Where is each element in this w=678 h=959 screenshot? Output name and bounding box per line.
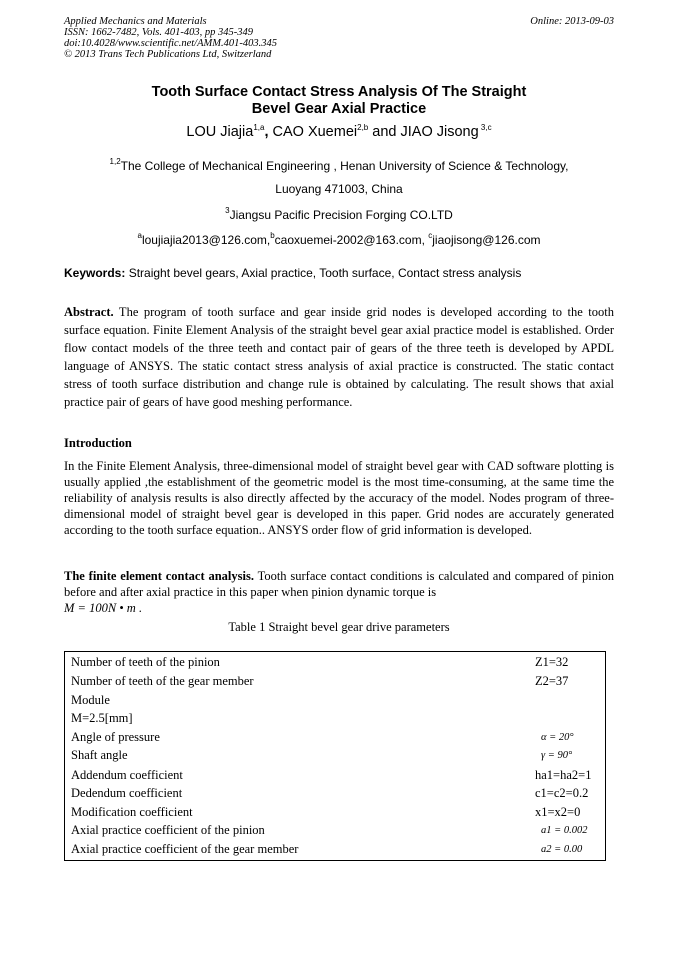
title-line-1: Tooth Surface Contact Stress Analysis Of The Straight [151, 84, 527, 100]
fea-text: Tooth surface contact conditions is calculated and compared of pinion before and after axial practice in this paper when pinion dynamic torque is [64, 569, 614, 599]
table-row [71, 711, 599, 729]
table-row [71, 786, 599, 804]
author-3-sup: 3,c [478, 123, 492, 132]
table-row [71, 693, 599, 711]
row-value: Z1=32 [535, 655, 569, 669]
row-label: Modification coefficient [71, 805, 193, 819]
abstract [64, 303, 614, 411]
row-value: a2 = 0.00 [541, 844, 583, 855]
emails [0, 233, 678, 247]
row-value: γ = 90° [541, 750, 573, 761]
author-sep: , [264, 124, 273, 140]
intro-text: In the Finite Element Analysis, three-dimensional model of straight bevel gear with CAD software plotting is usually applied ,the establishment of the geometric model is the most time-consuming, at the same time the reliability of analysis results is also directly affected by the accuracy of the model. Nodes program of three-dimensional model of straight bevel gear is developed in this paper. Grid nodes are accurately generated according to the tooth surface equation.. ANSYS order flow of grid information is developed. [64, 459, 614, 537]
row-value: ha1=ha2=1 [535, 768, 592, 782]
abstract-label: Abstract. [64, 305, 114, 319]
aff2-text: Jiangsu Pacific Precision Forging CO.LTD [229, 208, 453, 222]
torque-formula: M = 100N • m . [64, 601, 143, 615]
intro-heading: Introduction [64, 436, 132, 450]
online-date: Online: 2013-09-03 [530, 16, 614, 27]
paper-title [0, 84, 678, 118]
row-label: Number of teeth of the gear member [71, 674, 254, 688]
email-a-sup: a [137, 231, 142, 240]
aff1-text: The College of Mechanical Engineering , Henan University of Science & Technology, [120, 159, 569, 173]
keywords [64, 266, 521, 280]
row-label: Dedendum coefficient [71, 786, 183, 800]
table-row [71, 730, 599, 748]
email-b-sup: b [270, 231, 275, 240]
row-label: Angle of pressure [71, 730, 160, 744]
table-caption: Table 1 Straight bevel gear drive parameters [228, 620, 450, 634]
title-line-2: Bevel Gear Axial Practice [251, 101, 427, 117]
table-row [71, 842, 599, 860]
row-value: x1=x2=0 [535, 805, 581, 819]
doi-line: doi:10.4028/www.scientific.net/AMM.401-403.345 [64, 38, 277, 49]
parameters-table [64, 651, 606, 861]
abstract-text: The program of tooth surface and gear inside grid nodes is developed according to the tooth surface equation. Finite Element Analysis of the straight bevel gear axial practice model is established. Order flow contact models of the three teeth and contact pair of gears of the three teeth is developed by APDL language of ANSYS. The static contact stress analysis of axial practice is constructed. The static contact stress of tooth surface distribution and change rule is obtained by calculating. The result shows that axial practice pair of gears of have good meshing performance. [64, 305, 614, 409]
issn-line: ISSN: 1662-7482, Vols. 401-403, pp 345-349 [64, 27, 253, 38]
author-3: JIAO Jisong [400, 124, 479, 140]
email-b[interactable]: caoxuemei-2002@163.com, [274, 233, 429, 247]
row-label: Number of teeth of the pinion [71, 655, 220, 669]
email-c[interactable]: jiaojisong@126.com [432, 233, 541, 247]
row-label: Shaft angle [71, 748, 128, 762]
table-row [71, 823, 599, 841]
keywords-text: Straight bevel gears, Axial practice, Tooth surface, Contact stress analysis [125, 266, 522, 280]
copyright-line: © 2013 Trans Tech Publications Ltd, Switzerland [64, 49, 272, 60]
table-row [71, 805, 599, 823]
row-value: α = 20° [541, 732, 574, 743]
table-row [71, 655, 599, 673]
email-c-sup: c [428, 231, 433, 240]
affiliation-1-city: Luoyang 471003, China [275, 182, 403, 196]
email-a[interactable]: loujiajia2013@126.com, [141, 233, 271, 247]
row-label: M=2.5[mm] [71, 711, 133, 725]
keywords-label: Keywords: [64, 266, 126, 280]
table-row [71, 748, 599, 766]
row-value: a1 = 0.002 [541, 825, 588, 836]
affiliation-2 [0, 208, 678, 222]
journal-header [64, 16, 277, 60]
row-label: Axial practice coefficient of the gear member [71, 842, 299, 856]
row-label: Axial practice coefficient of the pinion [71, 823, 265, 837]
row-label: Addendum coefficient [71, 768, 183, 782]
table-row [71, 768, 599, 786]
author-list [0, 124, 678, 140]
author-1-sup: 1,a [253, 123, 265, 132]
row-value: Z2=37 [535, 674, 569, 688]
journal-name: Applied Mechanics and Materials [64, 16, 207, 27]
author-2: CAO Xuemei [272, 124, 358, 140]
author-1: LOU Jiajia [186, 124, 254, 140]
row-value: c1=c2=0.2 [535, 786, 589, 800]
author-2-sup: 2,b [357, 123, 369, 132]
author-sep: and [368, 124, 401, 140]
aff2-sup: 3 [225, 206, 230, 215]
aff1-sup: 1,2 [109, 157, 121, 166]
affiliation-1 [0, 159, 678, 173]
fea-paragraph [64, 568, 614, 616]
table-row [71, 674, 599, 692]
row-label: Module [71, 693, 110, 707]
fea-label: The finite element contact analysis. [64, 569, 254, 583]
